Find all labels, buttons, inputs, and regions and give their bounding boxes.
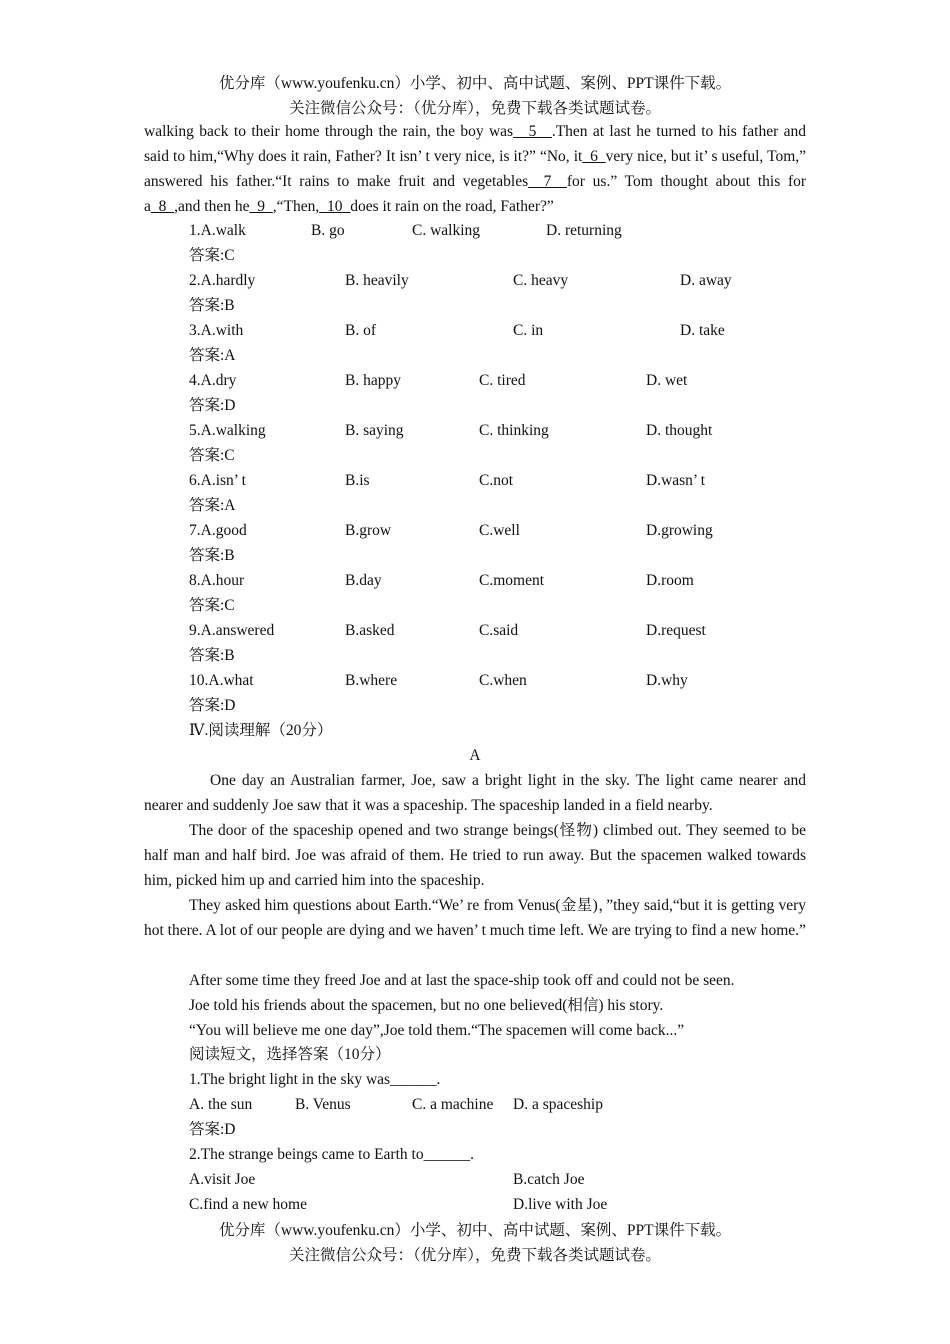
answer: 答案:C [189, 597, 235, 614]
option-d: D.growing [646, 522, 713, 539]
option-d: D.why [646, 672, 688, 689]
cloze-question-row [189, 368, 809, 393]
blank-5: __5__ [513, 123, 552, 140]
option-b: B. heavily [345, 272, 409, 289]
option-b: B.day [345, 572, 382, 589]
header-line-1: 优分库（www.youfenku.cn）小学、初中、高中试题、案例、PPT课件下载。 [218, 75, 732, 92]
option-b: B.is [345, 472, 370, 489]
cloze-question-row [189, 518, 809, 543]
option-a: 8.A.hour [189, 572, 245, 589]
option-d: D. away [680, 272, 732, 289]
option-b: B.where [345, 672, 398, 689]
option-a: 2.A.hardly [189, 272, 256, 289]
option-a: 1.A.walk [189, 222, 246, 239]
blank-8: _8_ [150, 198, 175, 215]
option-c: C.when [479, 672, 527, 689]
option-c: C. walking [412, 222, 481, 239]
passage-paragraph-4: After some time they freed Joe and at last the space-ship took off and could not be seen. [189, 972, 735, 989]
cloze-question-row [189, 218, 809, 243]
cloze-passage: walking back to their home through the rain, the boy was__5__.Then at last he turned to his father and said to him,“Why does it rain, Father? It isn’ t very nice, is it?” “No, it_6_very nice, but it’ s useful, Tom,” answered his father.“It rains to make fruit and vegetables__7__for us.” Tom thought about this for a_8_,and then he_9_,“Then,_10_does it rain on the road, Father?” [144, 123, 807, 215]
cloze-question-row [189, 568, 809, 593]
option-a: 4.A.dry [189, 372, 237, 389]
option-a: 9.A.answered [189, 622, 275, 639]
cloze-question-row [189, 468, 809, 493]
option-d: D. take [680, 322, 725, 339]
answer: 答案:B [189, 647, 235, 664]
option-b: B. happy [345, 372, 401, 389]
option-d: D. returning [546, 222, 622, 239]
answer: 答案:D [189, 397, 236, 414]
option-d: D.wasn’ t [646, 472, 706, 489]
answer: 答案:A [189, 497, 236, 514]
part-label: A [469, 747, 481, 764]
option-c: C. tired [479, 372, 526, 389]
answer: 答案:B [189, 297, 235, 314]
passage-paragraph-6: “You will believe me one day”,Joe told them.“The spacemen will come back...” [189, 1022, 685, 1039]
option-c: C. heavy [513, 272, 569, 289]
footer-line-2: 关注微信公众号：（优分库），免费下载各类试题试卷。 [288, 1247, 661, 1264]
answer: 答案:D [189, 697, 236, 714]
option-c: C.said [479, 622, 519, 639]
option-c: C.well [479, 522, 520, 539]
blank-7: __7__ [528, 173, 567, 190]
option-d: D. wet [646, 372, 688, 389]
answer: 答案:C [189, 447, 235, 464]
option-b: B.grow [345, 522, 392, 539]
reading-question-1: 1.The bright light in the sky was______. [189, 1071, 441, 1088]
option-b: B. of [345, 322, 376, 339]
answer: 答案:D [189, 1121, 236, 1138]
blank-9: _9_ [249, 198, 273, 215]
option-c: C. a machine [412, 1096, 494, 1113]
option-c: C.not [479, 472, 514, 489]
passage-paragraph-5: Joe told his friends about the spacemen, but no one believed(相信) his story. [189, 997, 664, 1014]
option-a: 7.A.good [189, 522, 247, 539]
reading-instruction: 阅读短文，选择答案（10分） [189, 1046, 391, 1063]
option-d: D. thought [646, 422, 713, 439]
reading-question-2-options-row-2 [189, 1192, 809, 1217]
option-b: B. go [311, 222, 345, 239]
blank-6: _6_ [582, 148, 606, 165]
option-c: C. thinking [479, 422, 549, 439]
blank-10: _10_ [319, 198, 351, 215]
option-a: 5.A.walking [189, 422, 266, 439]
footer-line-1: 优分库（www.youfenku.cn）小学、初中、高中试题、案例、PPT课件下载。 [218, 1222, 732, 1239]
option-a: A.visit Joe [189, 1171, 256, 1188]
cloze-question-row [189, 318, 809, 343]
cloze-question-row [189, 418, 809, 443]
option-b: B.asked [345, 622, 395, 639]
cloze-question-row [189, 268, 809, 293]
option-d: D.room [646, 572, 694, 589]
option-b: B. saying [345, 422, 404, 439]
section-title: Ⅳ.阅读理解（20分） [189, 722, 333, 739]
option-a: 10.A.what [189, 672, 254, 689]
answer: 答案:A [189, 347, 236, 364]
passage-paragraph-3: They asked him questions about Earth.“We’ re from Venus(金星)，”they said,“but it is getting very hot there. A lot of our people are dying and we haven’ t much time left. We are trying to find a new home.” [144, 897, 806, 939]
option-c: C. in [513, 322, 544, 339]
option-d: D. a spaceship [513, 1096, 603, 1113]
header-line-2: 关注微信公众号：（优分库），免费下载各类试题试卷。 [288, 100, 661, 117]
reading-question-2-options-row-1 [189, 1167, 809, 1192]
option-b: B.catch Joe [513, 1171, 585, 1188]
option-a: A. the sun [189, 1096, 253, 1113]
option-a: 3.A.with [189, 322, 244, 339]
reading-question-2: 2.The strange beings came to Earth to______. [189, 1146, 474, 1163]
option-a: 6.A.isn’ t [189, 472, 246, 489]
option-c: C.moment [479, 572, 545, 589]
cloze-question-row [189, 618, 809, 643]
reading-question-1-options [189, 1092, 809, 1117]
cloze-question-row [189, 668, 809, 693]
option-c: C.find a new home [189, 1196, 307, 1213]
answer: 答案:C [189, 247, 235, 264]
option-d: D.request [646, 622, 706, 639]
passage-paragraph-1: One day an Australian farmer, Joe, saw a bright light in the sky. The light came nearer and nearer and suddenly Joe saw that it was a spaceship. The spaceship landed in a field nearby. [144, 772, 806, 814]
option-b: B. Venus [295, 1096, 351, 1113]
option-d: D.live with Joe [513, 1196, 608, 1213]
answer: 答案:B [189, 547, 235, 564]
passage-paragraph-2: The door of the spaceship opened and two strange beings(怪物) climbed out. They seemed to be half man and half bird. Joe was afraid of them. He tried to run away. But the spacemen walked towards him, picked him up and carried him into the spaceship. [144, 822, 806, 889]
